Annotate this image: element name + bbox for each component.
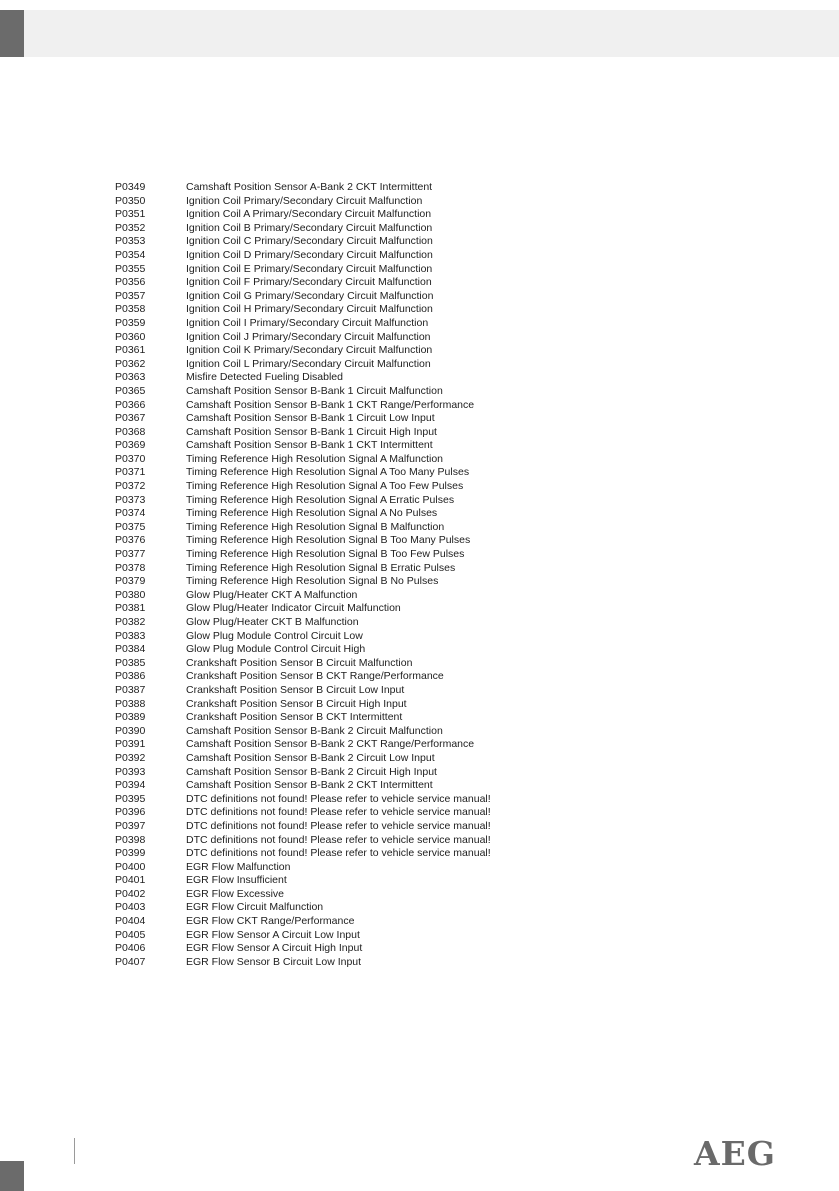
dtc-description: Ignition Coil F Primary/Secondary Circuit Malfunction bbox=[186, 276, 432, 289]
dtc-row bbox=[115, 195, 555, 209]
dtc-code: P0365 bbox=[115, 384, 146, 397]
dtc-code: P0355 bbox=[115, 262, 146, 275]
dtc-description: EGR Flow Insufficient bbox=[186, 874, 287, 887]
dtc-row bbox=[115, 181, 555, 195]
dtc-row bbox=[115, 548, 555, 562]
dtc-row bbox=[115, 399, 555, 413]
dtc-code: P0405 bbox=[115, 928, 146, 941]
dtc-row bbox=[115, 670, 555, 684]
dtc-code: P0361 bbox=[115, 344, 146, 357]
dtc-description: EGR Flow Sensor B Circuit Low Input bbox=[186, 955, 362, 968]
dtc-row bbox=[115, 956, 555, 970]
aeg-logo-mark bbox=[686, 1136, 784, 1170]
dtc-code: P0399 bbox=[115, 847, 146, 860]
dtc-row bbox=[115, 929, 555, 943]
dtc-description: DTC definitions not found! Please refer to vehicle service manual! bbox=[186, 806, 491, 819]
dtc-row bbox=[115, 385, 555, 399]
dtc-row bbox=[115, 412, 555, 426]
dtc-row bbox=[115, 575, 555, 589]
dtc-description: Camshaft Position Sensor B-Bank 1 CKT Range/Performance bbox=[186, 398, 475, 411]
dtc-description: EGR Flow CKT Range/Performance bbox=[186, 915, 355, 928]
dtc-code: P0392 bbox=[115, 751, 146, 764]
page-header-bar bbox=[0, 10, 839, 57]
dtc-code: P0379 bbox=[115, 575, 146, 588]
dtc-description: Timing Reference High Resolution Signal A Erratic Pulses bbox=[186, 493, 455, 506]
dtc-code: P0395 bbox=[115, 792, 146, 805]
dtc-row bbox=[115, 562, 555, 576]
dtc-description: Camshaft Position Sensor B-Bank 2 Circuit Low Input bbox=[186, 751, 435, 764]
dtc-description: Crankshaft Position Sensor B CKT Intermittent bbox=[186, 711, 403, 724]
dtc-description: Ignition Coil H Primary/Secondary Circuit Malfunction bbox=[186, 303, 433, 316]
dtc-code: P0389 bbox=[115, 711, 146, 724]
dtc-description: Camshaft Position Sensor B-Bank 1 CKT Intermittent bbox=[186, 439, 433, 452]
dtc-code: P0396 bbox=[115, 806, 146, 819]
dtc-description: Timing Reference High Resolution Signal B Malfunction bbox=[186, 520, 445, 533]
dtc-description: Ignition Coil G Primary/Secondary Circuit Malfunction bbox=[186, 289, 434, 302]
dtc-code: P0400 bbox=[115, 860, 146, 873]
dtc-row bbox=[115, 507, 555, 521]
dtc-code: P0398 bbox=[115, 833, 146, 846]
dtc-description: Ignition Coil B Primary/Secondary Circuit Malfunction bbox=[186, 221, 433, 234]
dtc-row bbox=[115, 616, 555, 630]
dtc-row bbox=[115, 222, 555, 236]
dtc-code: P0390 bbox=[115, 724, 146, 737]
dtc-description: DTC definitions not found! Please refer to vehicle service manual! bbox=[186, 819, 491, 832]
dtc-row bbox=[115, 711, 555, 725]
dtc-code: P0383 bbox=[115, 629, 146, 642]
dtc-code: P0375 bbox=[115, 520, 146, 533]
dtc-row bbox=[115, 888, 555, 902]
dtc-code: P0368 bbox=[115, 425, 146, 438]
dtc-row bbox=[115, 901, 555, 915]
dtc-code: P0407 bbox=[115, 955, 146, 968]
dtc-row bbox=[115, 263, 555, 277]
dtc-description: Ignition Coil E Primary/Secondary Circuit Malfunction bbox=[186, 262, 433, 275]
dtc-code: P0381 bbox=[115, 602, 146, 615]
dtc-code: P0376 bbox=[115, 534, 146, 547]
dtc-code: P0360 bbox=[115, 330, 146, 343]
dtc-row bbox=[115, 426, 555, 440]
dtc-row bbox=[115, 874, 555, 888]
dtc-description: Glow Plug/Heater CKT A Malfunction bbox=[186, 588, 358, 601]
dtc-description: Camshaft Position Sensor B-Bank 2 CKT Intermittent bbox=[186, 779, 433, 792]
dtc-description: Ignition Coil L Primary/Secondary Circuit Malfunction bbox=[186, 357, 431, 370]
dtc-row bbox=[115, 358, 555, 372]
dtc-description: EGR Flow Sensor A Circuit High Input bbox=[186, 942, 363, 955]
dtc-row bbox=[115, 439, 555, 453]
dtc-code: P0369 bbox=[115, 439, 146, 452]
dtc-code: P0356 bbox=[115, 276, 146, 289]
dtc-row bbox=[115, 602, 555, 616]
dtc-row bbox=[115, 208, 555, 222]
dtc-code: P0393 bbox=[115, 765, 146, 778]
dtc-code: P0351 bbox=[115, 208, 146, 221]
dtc-description: Camshaft Position Sensor B-Bank 2 CKT Range/Performance bbox=[186, 738, 475, 751]
dtc-row bbox=[115, 766, 555, 780]
dtc-code: P0386 bbox=[115, 670, 146, 683]
dtc-description: Timing Reference High Resolution Signal B No Pulses bbox=[186, 575, 439, 588]
dtc-row bbox=[115, 752, 555, 766]
dtc-description: Timing Reference High Resolution Signal A Malfunction bbox=[186, 452, 443, 465]
dtc-row bbox=[115, 915, 555, 929]
aeg-logo-text: AEG bbox=[694, 1136, 776, 1170]
dtc-code: P0394 bbox=[115, 779, 146, 792]
dtc-description: Timing Reference High Resolution Signal A No Pulses bbox=[186, 507, 438, 520]
dtc-code: P0374 bbox=[115, 507, 146, 520]
dtc-code: P0406 bbox=[115, 942, 146, 955]
dtc-code: P0363 bbox=[115, 371, 146, 384]
dtc-code: P0370 bbox=[115, 452, 146, 465]
dtc-row bbox=[115, 466, 555, 480]
dtc-description: DTC definitions not found! Please refer to vehicle service manual! bbox=[186, 833, 491, 846]
dtc-row bbox=[115, 834, 555, 848]
dtc-code: P0380 bbox=[115, 588, 146, 601]
dtc-description: Misfire Detected Fueling Disabled bbox=[186, 371, 343, 384]
dtc-row bbox=[115, 643, 555, 657]
dtc-description: Crankshaft Position Sensor B Circuit Malfunction bbox=[186, 656, 413, 669]
dtc-row bbox=[115, 630, 555, 644]
dtc-row bbox=[115, 793, 555, 807]
footer-divider bbox=[74, 1138, 75, 1164]
dtc-row bbox=[115, 235, 555, 249]
dtc-row bbox=[115, 847, 555, 861]
dtc-description: Camshaft Position Sensor A-Bank 2 CKT Intermittent bbox=[186, 181, 433, 193]
dtc-code: P0373 bbox=[115, 493, 146, 506]
dtc-row bbox=[115, 942, 555, 956]
dtc-description: Ignition Coil C Primary/Secondary Circuit Malfunction bbox=[186, 235, 433, 248]
dtc-code: P0382 bbox=[115, 616, 146, 628]
dtc-description: Ignition Coil A Primary/Secondary Circuit Malfunction bbox=[186, 208, 432, 221]
dtc-code: P0349 bbox=[115, 181, 146, 193]
dtc-code: P0401 bbox=[115, 874, 146, 887]
dtc-description: EGR Flow Malfunction bbox=[186, 860, 291, 873]
dtc-row bbox=[115, 317, 555, 331]
dtc-row bbox=[115, 290, 555, 304]
dtc-description: Ignition Coil J Primary/Secondary Circuit Malfunction bbox=[186, 330, 431, 343]
dtc-row bbox=[115, 806, 555, 820]
dtc-description: Camshaft Position Sensor B-Bank 2 Circuit Malfunction bbox=[186, 724, 443, 737]
dtc-description: DTC definitions not found! Please refer to vehicle service manual! bbox=[186, 792, 491, 805]
dtc-row bbox=[115, 861, 555, 875]
dtc-code: P0372 bbox=[115, 480, 146, 493]
dtc-code: P0353 bbox=[115, 235, 146, 248]
dtc-description: Ignition Coil I Primary/Secondary Circuit Malfunction bbox=[186, 316, 429, 329]
dtc-row bbox=[115, 684, 555, 698]
dtc-description: Timing Reference High Resolution Signal B Erratic Pulses bbox=[186, 561, 456, 574]
dtc-row bbox=[115, 249, 555, 263]
dtc-code: P0403 bbox=[115, 901, 146, 914]
dtc-description: Timing Reference High Resolution Signal A Too Many Pulses bbox=[186, 466, 470, 479]
dtc-row bbox=[115, 453, 555, 467]
dtc-row bbox=[115, 738, 555, 752]
dtc-description: Camshaft Position Sensor B-Bank 1 Circuit High Input bbox=[186, 425, 437, 438]
dtc-description: EGR Flow Excessive bbox=[186, 887, 285, 900]
dtc-row bbox=[115, 344, 555, 358]
dtc-code: P0388 bbox=[115, 697, 146, 710]
dtc-code-table bbox=[115, 181, 555, 969]
aeg-logo bbox=[686, 1136, 784, 1170]
dtc-description: Ignition Coil D Primary/Secondary Circuit Malfunction bbox=[186, 248, 433, 261]
dtc-row bbox=[115, 589, 555, 603]
dtc-description: Crankshaft Position Sensor B CKT Range/Performance bbox=[186, 670, 444, 683]
dtc-description: Camshaft Position Sensor B-Bank 1 Circuit Malfunction bbox=[186, 384, 443, 397]
dtc-code: P0387 bbox=[115, 683, 146, 696]
dtc-code: P0358 bbox=[115, 303, 146, 316]
dtc-description: Glow Plug Module Control Circuit Low bbox=[186, 629, 363, 642]
dtc-description: Crankshaft Position Sensor B Circuit Low Input bbox=[186, 683, 405, 696]
dtc-description: Timing Reference High Resolution Signal B Too Many Pulses bbox=[186, 534, 471, 547]
dtc-code: P0371 bbox=[115, 466, 146, 479]
dtc-description: Ignition Coil Primary/Secondary Circuit Malfunction bbox=[186, 194, 423, 207]
dtc-description: EGR Flow Sensor A Circuit Low Input bbox=[186, 928, 360, 941]
dtc-row bbox=[115, 534, 555, 548]
dtc-code: P0384 bbox=[115, 643, 146, 656]
page-footer-tab bbox=[0, 1161, 24, 1191]
dtc-row bbox=[115, 331, 555, 345]
dtc-description: Timing Reference High Resolution Signal A Too Few Pulses bbox=[186, 480, 464, 493]
dtc-code: P0404 bbox=[115, 915, 146, 928]
dtc-code: P0350 bbox=[115, 194, 146, 207]
dtc-description: DTC definitions not found! Please refer to vehicle service manual! bbox=[186, 847, 491, 860]
dtc-description: Glow Plug/Heater Indicator Circuit Malfunction bbox=[186, 602, 401, 615]
dtc-code: P0402 bbox=[115, 887, 146, 900]
dtc-code: P0362 bbox=[115, 357, 146, 370]
dtc-description: Camshaft Position Sensor B-Bank 1 Circuit Low Input bbox=[186, 412, 435, 425]
dtc-code: P0385 bbox=[115, 656, 146, 669]
dtc-code: P0378 bbox=[115, 561, 146, 574]
dtc-description: Glow Plug Module Control Circuit High bbox=[186, 643, 366, 656]
dtc-description: Camshaft Position Sensor B-Bank 2 Circuit High Input bbox=[186, 765, 437, 778]
dtc-code: P0354 bbox=[115, 248, 146, 261]
dtc-description: Timing Reference High Resolution Signal B Too Few Pulses bbox=[186, 548, 465, 561]
dtc-row bbox=[115, 521, 555, 535]
dtc-description: Glow Plug/Heater CKT B Malfunction bbox=[186, 616, 359, 628]
dtc-code: P0366 bbox=[115, 398, 146, 411]
dtc-code: P0377 bbox=[115, 548, 146, 561]
dtc-code: P0367 bbox=[115, 412, 146, 425]
dtc-row bbox=[115, 371, 555, 385]
dtc-row bbox=[115, 480, 555, 494]
page-header-tab bbox=[0, 10, 24, 57]
dtc-code: P0397 bbox=[115, 819, 146, 832]
dtc-description: EGR Flow Circuit Malfunction bbox=[186, 901, 324, 914]
dtc-description: Crankshaft Position Sensor B Circuit High Input bbox=[186, 697, 407, 710]
dtc-code: P0391 bbox=[115, 738, 146, 751]
dtc-row bbox=[115, 303, 555, 317]
dtc-row bbox=[115, 276, 555, 290]
dtc-row bbox=[115, 820, 555, 834]
dtc-row bbox=[115, 657, 555, 671]
dtc-row bbox=[115, 698, 555, 712]
dtc-row bbox=[115, 725, 555, 739]
dtc-code: P0352 bbox=[115, 221, 146, 234]
dtc-code: P0357 bbox=[115, 289, 146, 302]
dtc-row bbox=[115, 494, 555, 508]
dtc-description: Ignition Coil K Primary/Secondary Circuit Malfunction bbox=[186, 344, 433, 357]
dtc-row bbox=[115, 779, 555, 793]
dtc-code: P0359 bbox=[115, 316, 146, 329]
